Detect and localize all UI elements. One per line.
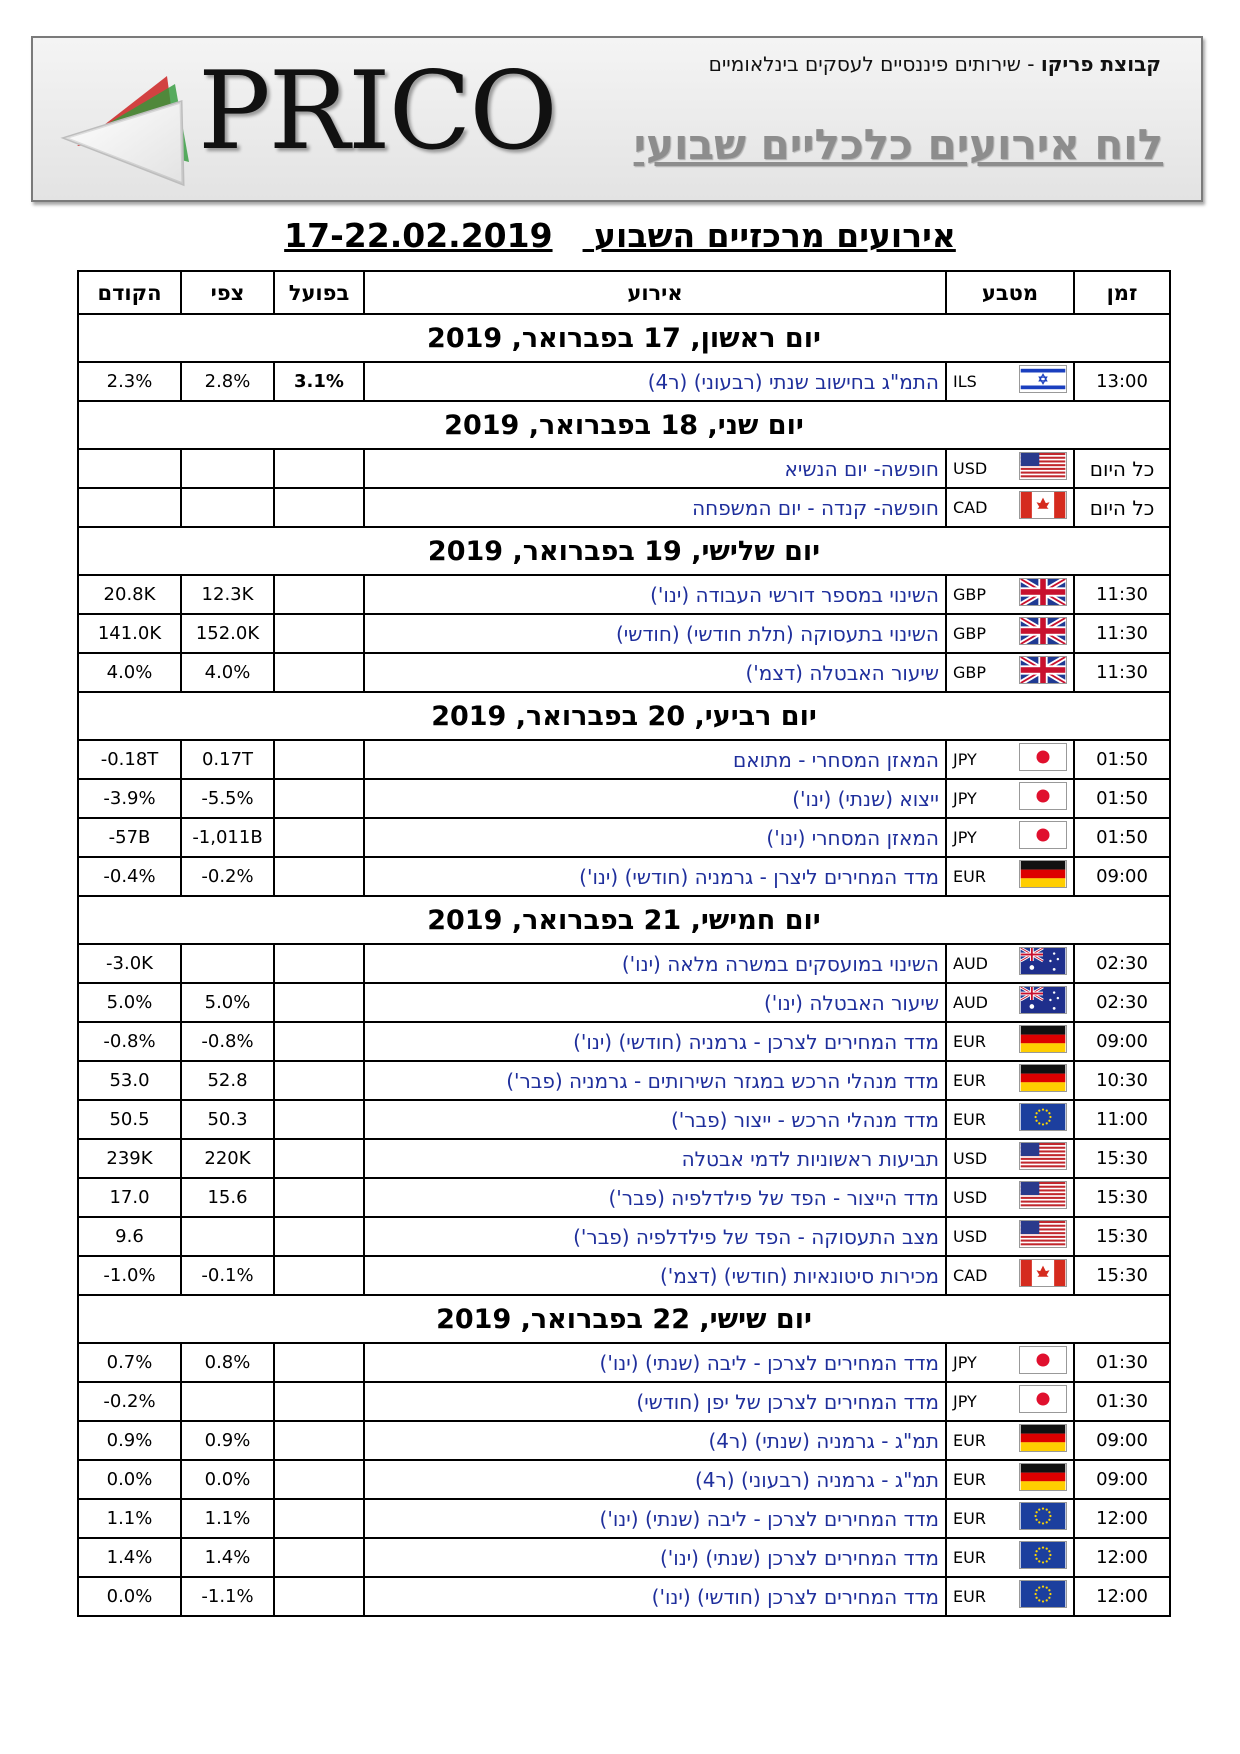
currency-cell [946,740,1074,779]
forecast-value: 220K [181,1139,274,1178]
col-previous: הקודם [78,271,181,314]
previous-value: -0.18T [78,740,181,779]
event-row [78,1256,1170,1295]
currency-cell [946,1100,1074,1139]
event-row [78,1538,1170,1577]
currency-code: EUR [953,1110,986,1129]
event-row [78,362,1170,401]
currency-code: JPY [953,750,977,769]
currency-cell [946,1217,1074,1256]
day-header-row [78,401,1170,449]
forecast-value: 0.9% [181,1421,274,1460]
actual-value [274,614,364,653]
previous-value: 0.0% [78,1577,181,1616]
event-time: 02:30 [1074,983,1170,1022]
currency-code: EUR [953,1431,986,1450]
currency-code: AUD [953,954,988,973]
actual-value [274,944,364,983]
event-name: מדד מנהלי הרכש במגזר השירותים - גרמניה (פבר') [364,1061,946,1100]
actual-value [274,1022,364,1061]
day-label: יום ראשון, 17 בפברואר, 2019 [78,314,1170,362]
headline-title: אירועים מרכזיים השבוע [594,216,956,255]
currency-cell [946,1382,1074,1421]
event-time: 10:30 [1074,1061,1170,1100]
event-name: מצב התעסוקה - הפד של פילדלפיה (פבר') [364,1217,946,1256]
event-name: תמ"ג - גרמניה (רבעוני) (ר4) [364,1460,946,1499]
events-table [77,270,1171,1617]
forecast-value: 1.1% [181,1499,274,1538]
day-label: יום רביעי, 20 בפברואר, 2019 [78,692,1170,740]
forecast-value: 4.0% [181,653,274,692]
event-name: מדד המחירים לצרכן של יפן (חודשי) [364,1382,946,1421]
forecast-value [181,944,274,983]
currency-code: USD [953,1149,988,1168]
previous-value: -3.9% [78,779,181,818]
currency-code: GBP [953,624,987,643]
previous-value: -0.8% [78,1022,181,1061]
day-label: יום שישי, 22 בפברואר, 2019 [78,1295,1170,1343]
event-time: 12:00 [1074,1499,1170,1538]
previous-value: 2.3% [78,362,181,401]
board-title: לוח אירועים כלכליים שבועי [633,120,1163,169]
event-row [78,653,1170,692]
previous-value: -0.4% [78,857,181,896]
currency-cell [946,1499,1074,1538]
event-row [78,1178,1170,1217]
currency-cell [946,1577,1074,1616]
event-row [78,983,1170,1022]
day-label: יום שני, 18 בפברואר, 2019 [78,401,1170,449]
col-event: אירוע [364,271,946,314]
currency-code: USD [953,1227,988,1246]
currency-code: EUR [953,1470,986,1489]
currency-cell [946,1421,1074,1460]
event-name: השינוי בתעסוקה (תלת חודשי) (חודשי) [364,614,946,653]
forecast-value: 1.4% [181,1538,274,1577]
previous-value: 50.5 [78,1100,181,1139]
event-name: המאזן המסחרי - מתואם [364,740,946,779]
actual-value [274,1100,364,1139]
event-row [78,449,1170,488]
forecast-value: 12.3K [181,575,274,614]
event-time: 11:00 [1074,1100,1170,1139]
event-name: חופשה- קנדה - יום המשפחה [364,488,946,527]
event-row [78,944,1170,983]
event-time: 01:30 [1074,1343,1170,1382]
previous-value: 17.0 [78,1178,181,1217]
forecast-value: 152.0K [181,614,274,653]
event-row [78,1421,1170,1460]
forecast-value: 52.8 [181,1061,274,1100]
eu-flag-icon [1019,1502,1067,1535]
event-name: השינוי במועסקים במשרה מלאה (ינו') [364,944,946,983]
actual-value [274,1256,364,1295]
previous-value: -3.0K [78,944,181,983]
actual-value [274,1577,364,1616]
event-name: התמ"ג בחישוב שנתי (רבעוני) (ר4) [364,362,946,401]
currency-code: JPY [953,789,977,808]
event-row [78,857,1170,896]
canada-flag-icon [1019,491,1067,524]
table-body [78,314,1170,1616]
event-time: 15:30 [1074,1217,1170,1256]
event-name: מדד המחירים לצרכן (שנתי) (ינו') [364,1538,946,1577]
event-time: 15:30 [1074,1178,1170,1217]
currency-cell [946,1343,1074,1382]
actual-value [274,488,364,527]
event-time: 12:00 [1074,1538,1170,1577]
actual-value [274,1460,364,1499]
previous-value: -57B [78,818,181,857]
currency-cell [946,1538,1074,1577]
actual-value: 3.1% [274,362,364,401]
event-row [78,488,1170,527]
col-currency: מטבע [946,271,1074,314]
event-name: מדד הייצור - הפד של פילדלפיה (פבר') [364,1178,946,1217]
germany-flag-icon [1019,860,1067,893]
actual-value [274,449,364,488]
event-row [78,1100,1170,1139]
previous-value: 53.0 [78,1061,181,1100]
actual-value [274,1061,364,1100]
previous-value: 9.6 [78,1217,181,1256]
event-time: 09:00 [1074,857,1170,896]
currency-cell [946,653,1074,692]
event-name: מדד המחירים לצרכן (חודשי) (ינו') [364,1577,946,1616]
actual-value [274,779,364,818]
forecast-value: 2.8% [181,362,274,401]
previous-value: 5.0% [78,983,181,1022]
previous-value: 0.0% [78,1460,181,1499]
event-time: 11:30 [1074,614,1170,653]
event-time: כל היום [1074,488,1170,527]
day-header-row [78,692,1170,740]
currency-cell [946,1460,1074,1499]
forecast-value: -5.5% [181,779,274,818]
event-name: השינוי במספר דורשי העבודה (ינו') [364,575,946,614]
usa-flag-icon [1019,1142,1067,1175]
currency-code: JPY [953,828,977,847]
forecast-value: 15.6 [181,1178,274,1217]
event-time: 09:00 [1074,1460,1170,1499]
actual-value [274,857,364,896]
event-name: מדד המחירים לצרכן - גרמניה (חודשי) (ינו') [364,1022,946,1061]
forecast-value: 50.3 [181,1100,274,1139]
japan-flag-icon [1019,782,1067,815]
table-header-row [78,271,1170,314]
usa-flag-icon [1019,452,1067,485]
currency-cell [946,1178,1074,1217]
tagline-text: - שירותים פיננסיים לעסקים בינלאומיים [708,52,1041,76]
previous-value: 239K [78,1139,181,1178]
event-time: 12:00 [1074,1577,1170,1616]
company-name: קבוצת פריקו [1040,52,1161,76]
event-time: 15:30 [1074,1139,1170,1178]
currency-cell [946,944,1074,983]
currency-code: ILS [953,372,977,391]
event-name: תביעות ראשוניות לדמי אבטלה [364,1139,946,1178]
israel-flag-icon [1019,365,1067,398]
usa-flag-icon [1019,1220,1067,1253]
actual-value [274,1178,364,1217]
currency-code: JPY [953,1392,977,1411]
japan-flag-icon [1019,821,1067,854]
event-time: 13:00 [1074,362,1170,401]
previous-value: -1.0% [78,1256,181,1295]
prico-logo-icon [57,66,217,196]
event-row [78,614,1170,653]
event-time: 01:50 [1074,779,1170,818]
forecast-value [181,1382,274,1421]
event-row [78,818,1170,857]
uk-flag-icon [1019,656,1067,689]
forecast-value [181,488,274,527]
previous-value: 1.4% [78,1538,181,1577]
currency-code: USD [953,459,988,478]
forecast-value [181,449,274,488]
event-row [78,1217,1170,1256]
eu-flag-icon [1019,1580,1067,1613]
event-row [78,1382,1170,1421]
actual-value [274,575,364,614]
currency-code: EUR [953,1032,986,1051]
currency-code: GBP [953,585,987,604]
event-name: מדד המחירים ליצרן - גרמניה (חודשי) (ינו') [364,857,946,896]
germany-flag-icon [1019,1424,1067,1457]
forecast-value: 0.0% [181,1460,274,1499]
event-time: 15:30 [1074,1256,1170,1295]
currency-code: EUR [953,1587,986,1606]
currency-cell [946,983,1074,1022]
event-name: מדד מנהלי הרכש - ייצור (פבר') [364,1100,946,1139]
uk-flag-icon [1019,578,1067,611]
previous-value: 1.1% [78,1499,181,1538]
actual-value [274,653,364,692]
currency-cell [946,779,1074,818]
currency-cell [946,1061,1074,1100]
event-time: 11:30 [1074,653,1170,692]
germany-flag-icon [1019,1064,1067,1097]
japan-flag-icon [1019,743,1067,776]
actual-value [274,818,364,857]
event-time: 01:50 [1074,818,1170,857]
tagline [709,52,1161,76]
forecast-value: -1,011B [181,818,274,857]
col-actual: בפועל [274,271,364,314]
event-row [78,740,1170,779]
previous-value: 4.0% [78,653,181,692]
forecast-value: -1.1% [181,1577,274,1616]
event-row [78,1139,1170,1178]
event-row [78,1022,1170,1061]
event-row [78,1343,1170,1382]
previous-value: -0.2% [78,1382,181,1421]
forecast-value: -0.8% [181,1022,274,1061]
currency-cell [946,449,1074,488]
currency-cell [946,488,1074,527]
eu-flag-icon [1019,1541,1067,1574]
actual-value [274,1217,364,1256]
currency-code: JPY [953,1353,977,1372]
actual-value [274,1343,364,1382]
event-name: מדד המחירים לצרכן - ליבה (שנתי) (ינו') [364,1343,946,1382]
event-time: 09:00 [1074,1022,1170,1061]
australia-flag-icon [1019,986,1067,1019]
currency-code: CAD [953,1266,988,1285]
event-row [78,779,1170,818]
event-time: 01:30 [1074,1382,1170,1421]
currency-code: GBP [953,663,987,682]
logo-text: PRICO [198,49,556,174]
event-row [78,575,1170,614]
actual-value [274,983,364,1022]
col-time: זמן [1074,271,1170,314]
col-forecast: צפי [181,271,274,314]
previous-value: 0.9% [78,1421,181,1460]
currency-code: AUD [953,993,988,1012]
germany-flag-icon [1019,1463,1067,1496]
event-time: כל היום [1074,449,1170,488]
actual-value [274,1499,364,1538]
previous-value: 20.8K [78,575,181,614]
event-name: המאזן המסחרי (ינו') [364,818,946,857]
event-name: מכירות סיטונאיות (חודשי) (דצמ') [364,1256,946,1295]
event-row [78,1577,1170,1616]
previous-value: 0.7% [78,1343,181,1382]
event-row [78,1061,1170,1100]
event-name: מדד המחירים לצרכן - ליבה (שנתי) (ינו') [364,1499,946,1538]
currency-code: EUR [953,1509,986,1528]
page-headline [0,216,1240,255]
day-header-row [78,1295,1170,1343]
currency-cell [946,1139,1074,1178]
forecast-value: -0.2% [181,857,274,896]
actual-value [274,1139,364,1178]
currency-cell [946,818,1074,857]
currency-cell [946,857,1074,896]
actual-value [274,1538,364,1577]
forecast-value [181,1217,274,1256]
japan-flag-icon [1019,1385,1067,1418]
eu-flag-icon [1019,1103,1067,1136]
event-time: 09:00 [1074,1421,1170,1460]
day-header-row [78,896,1170,944]
previous-value: 141.0K [78,614,181,653]
day-header-row [78,527,1170,575]
currency-code: CAD [953,498,988,517]
currency-cell [946,614,1074,653]
currency-cell [946,1256,1074,1295]
event-time: 11:30 [1074,575,1170,614]
forecast-value: 5.0% [181,983,274,1022]
event-name: תמ"ג - גרמניה (שנתי) (ר4) [364,1421,946,1460]
forecast-value: 0.17T [181,740,274,779]
event-row [78,1499,1170,1538]
header-banner [31,36,1203,202]
day-header-row [78,314,1170,362]
forecast-value: -0.1% [181,1256,274,1295]
germany-flag-icon [1019,1025,1067,1058]
event-row [78,1460,1170,1499]
currency-code: USD [953,1188,988,1207]
currency-code: EUR [953,1071,986,1090]
day-label: יום חמישי, 21 בפברואר, 2019 [78,896,1170,944]
previous-value [78,488,181,527]
event-name: חופשה- יום הנשיא [364,449,946,488]
australia-flag-icon [1019,947,1067,980]
currency-code: EUR [953,1548,986,1567]
usa-flag-icon [1019,1181,1067,1214]
actual-value [274,1382,364,1421]
event-name: שיעור האבטלה (דצמ') [364,653,946,692]
forecast-value: 0.8% [181,1343,274,1382]
event-time: 01:50 [1074,740,1170,779]
currency-code: EUR [953,867,986,886]
previous-value [78,449,181,488]
event-name: שיעור האבטלה (ינו') [364,983,946,1022]
actual-value [274,740,364,779]
event-time: 02:30 [1074,944,1170,983]
actual-value [274,1421,364,1460]
currency-cell [946,1022,1074,1061]
canada-flag-icon [1019,1259,1067,1292]
uk-flag-icon [1019,617,1067,650]
japan-flag-icon [1019,1346,1067,1379]
currency-cell [946,575,1074,614]
headline-dates: 17-22.02.2019 [284,216,553,255]
day-label: יום שלישי, 19 בפברואר, 2019 [78,527,1170,575]
event-name: ייצוא (שנתי) (ינו') [364,779,946,818]
currency-cell [946,362,1074,401]
